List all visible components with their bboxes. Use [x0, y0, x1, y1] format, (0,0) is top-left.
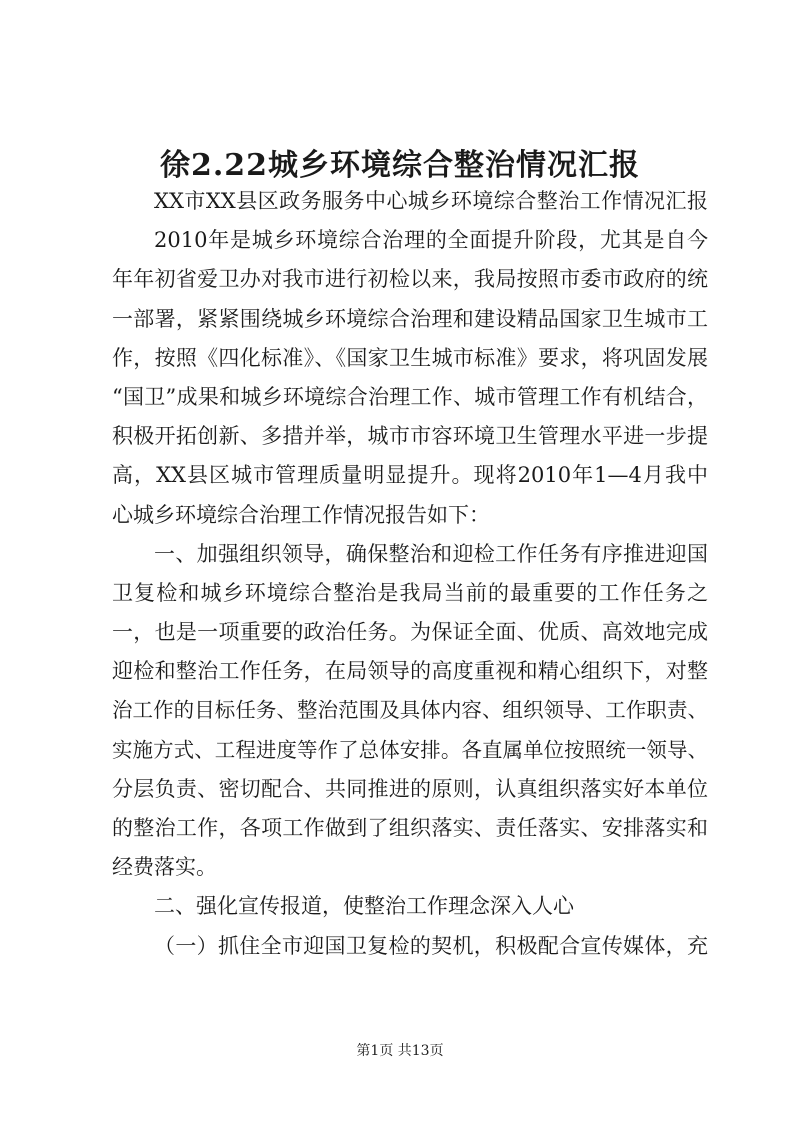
document-body	[112, 182, 708, 966]
paragraph-line: 实施方式、工程进度等作了总体安排。各直属单位按照统一领导、	[112, 737, 708, 762]
paragraph-line: （一）抓住全市迎国卫复检的契机，积极配合宣传媒体，充	[154, 933, 708, 958]
paragraph-line: 一、加强组织领导，确保整治和迎检工作任务有序推进迎国	[154, 541, 708, 566]
paragraph-line: 高，XX县区城市管理质量明显提升。现将2010年1—4月我中	[112, 463, 708, 488]
paragraph-line: 卫复检和城乡环境综合整治是我局当前的最重要的工作任务之	[112, 580, 708, 605]
paragraph-line: “国卫”成果和城乡环境综合治理工作、城市管理工作有机结合，	[112, 384, 708, 409]
paragraph-line: 经费落实。	[112, 855, 217, 880]
paragraph-line: 一，也是一项重要的政治任务。为保证全面、优质、高效地完成	[112, 620, 708, 645]
paragraph-line: 积极开拓创新、多措并举，城市市容环境卫生管理水平进一步提	[112, 424, 708, 449]
paragraph-line: 年年初省爱卫办对我市进行初检以来，我局按照市委市政府的统	[112, 267, 708, 292]
page-number-footer: 第1页 共13页	[356, 1043, 444, 1059]
paragraph-line: 迎检和整治工作任务，在局领导的高度重视和精心组织下，对整	[112, 659, 708, 684]
paragraph-line: 2010年是城乡环境综合治理的全面提升阶段，尤其是自今	[154, 228, 708, 253]
paragraph-line: 治工作的目标任务、整治范围及具体内容、组织领导、工作职责、	[112, 698, 708, 723]
paragraph-line: 分层负责、密切配合、共同推进的原则，认真组织落实好本单位	[112, 776, 708, 801]
paragraph-line: 心城乡环境综合治理工作情况报告如下：	[112, 502, 490, 527]
paragraph-line: 作，按照《四化标准》、《国家卫生城市标准》要求，将巩固发展	[112, 345, 708, 370]
paragraph-line: 的整治工作，各项工作做到了组织落实、责任落实、安排落实和	[112, 816, 708, 840]
paragraph-line: XX市XX县区政务服务中心城乡环境综合整治工作情况汇报	[154, 189, 708, 213]
section-heading: 二、强化宣传报道，使整治工作理念深入人心	[154, 894, 574, 919]
paragraph-line: 一部署，紧紧围绕城乡环境综合治理和建设精品国家卫生城市工	[112, 306, 708, 331]
document-title: 徐2.22城乡环境综合整治情况汇报	[159, 148, 641, 183]
